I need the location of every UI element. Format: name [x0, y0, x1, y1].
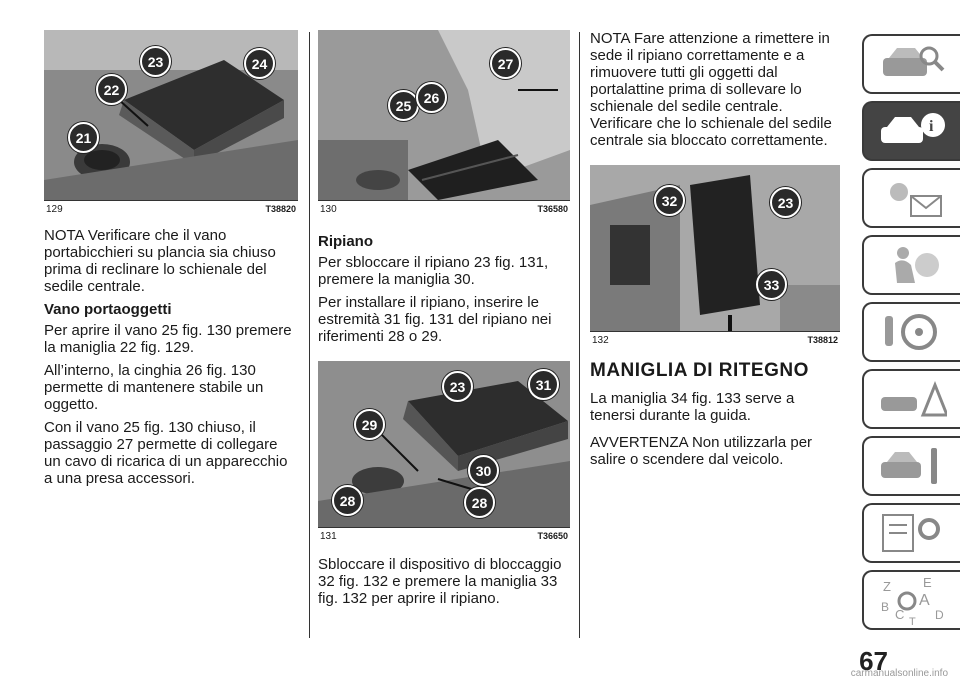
index-letter: E: [923, 575, 932, 590]
figure-130: [318, 30, 570, 215]
callout-23: 23: [770, 187, 801, 218]
callout-21: 21: [68, 122, 99, 153]
car-service-icon: [877, 444, 947, 488]
watermark: carmanualsonline.info: [850, 668, 948, 679]
section-heading-ripiano: Ripiano: [318, 233, 373, 250]
car-info-icon: [877, 109, 947, 153]
column-2: [318, 30, 570, 613]
callout-22: 22: [96, 74, 127, 105]
index-letter: D: [935, 608, 944, 622]
chapter-tab-warning-lights[interactable]: [862, 168, 960, 228]
folded-seat-illustration: [318, 30, 570, 200]
warning-lights-icon: [877, 176, 947, 220]
figure-132-photo: [590, 165, 840, 331]
body-paragraph: La maniglia 34 fig. 133 serve a tenersi durante la guida.: [590, 390, 795, 424]
callout-24: 24: [244, 48, 275, 79]
callout-30: 30: [468, 455, 499, 486]
figure-code: T38820: [265, 204, 296, 214]
body-paragraph: Per installare il ripiano, inserire le estremità 31 fig. 131 del ripiano nei riferimenti 28 o 29.: [318, 294, 552, 345]
figure-132: [590, 165, 840, 346]
figure-131-photo: [318, 361, 570, 527]
steering-wheel-key-icon: [877, 310, 947, 354]
chapter-tab-index[interactable]: [862, 570, 960, 630]
note-paragraph: NOTA Verificare che il vano portabicchieri su plancia sia chiuso prima di reclinare lo schienale del sedile centrale.: [44, 227, 276, 295]
body-paragraph: Con il vano 25 fig. 130 chiuso, il passaggio 27 permette di collegare un cavo di ricarica di un apparecchio a una presa accessori.: [44, 419, 288, 487]
car-search-icon: [877, 42, 947, 86]
airbag-icon: [877, 243, 947, 287]
figure-number: 130: [320, 204, 337, 215]
index-letter: T: [909, 616, 916, 625]
figure-number: 131: [320, 531, 337, 542]
figure-132-caption: [590, 331, 840, 346]
callout-27: 27: [490, 48, 521, 79]
column-1: [44, 30, 298, 493]
body-paragraph: All’interno, la cinghia 26 fig. 130 permette di mantenere stabile un oggetto.: [44, 362, 264, 413]
callout-25: 25: [388, 90, 419, 121]
figure-number: 129: [46, 204, 63, 215]
chapter-sidebar: [854, 34, 960, 637]
figure-code: T36580: [537, 204, 568, 214]
section-heading-vano-portaoggetti: Vano portaoggetti: [44, 301, 172, 318]
dashboard-shelf-illustration: [590, 165, 840, 331]
index-letter: Z: [883, 579, 891, 594]
figure-number: 132: [592, 335, 609, 346]
figure-129-caption: [44, 200, 298, 215]
body-paragraph: Per aprire il vano 25 fig. 130 premere la maniglia 22 fig. 129.: [44, 322, 292, 356]
index-letter: C: [895, 607, 905, 622]
figure-code: T36650: [537, 531, 568, 541]
index-letter: B: [881, 600, 890, 614]
index-icon: [877, 575, 947, 625]
warning-paragraph: AVVERTENZA Non utilizzarla per salire o scendere dal veicolo.: [590, 434, 813, 468]
callout-32: 32: [654, 185, 685, 216]
figure-code: T38812: [807, 335, 838, 345]
chapter-tab-safety[interactable]: [862, 235, 960, 295]
chapter-tab-starting-driving[interactable]: [862, 302, 960, 362]
note-paragraph: NOTA Fare attenzione a rimettere in sede il ripiano correttamente e a rimuovere tutti gli oggetti dal portalattine prima di sollevare lo schienale del sedile centrale. Verificare che lo schienale del sedile centrale sia bloccato correttamente.: [590, 30, 832, 149]
car-breakdown-icon: [877, 377, 947, 421]
chapter-tab-vehicle-info[interactable]: [862, 101, 960, 161]
figure-130-photo: [318, 30, 570, 200]
callout-33: 33: [756, 269, 787, 300]
callout-28: 28: [464, 487, 495, 518]
figure-130-caption: [318, 200, 570, 215]
callout-28: 28: [332, 485, 363, 516]
callout-23: 23: [442, 371, 473, 402]
svg-text:i: i: [929, 118, 934, 135]
column-divider: [309, 32, 310, 638]
page-number: 67: [859, 646, 888, 676]
section-heading-maniglia: MANIGLIA DI RITEGNO: [590, 360, 809, 381]
chapter-tab-knowing-vehicle[interactable]: [862, 34, 960, 94]
callout-23: 23: [140, 46, 171, 77]
figure-131: [318, 361, 570, 542]
index-letter: A: [919, 592, 930, 609]
chapter-tab-maintenance[interactable]: [862, 436, 960, 496]
column-3: [590, 30, 840, 474]
body-paragraph: Per sbloccare il ripiano 23 fig. 131, premere la maniglia 30.: [318, 254, 549, 288]
chapter-tab-technical-data[interactable]: [862, 503, 960, 563]
callout-26: 26: [416, 82, 447, 113]
column-divider: [579, 32, 580, 638]
body-paragraph: Sbloccare il dispositivo di bloccaggio 32 fig. 132 e premere la maniglia 33 fig. 132 per aprire il ripiano.: [318, 556, 562, 607]
figure-129: [44, 30, 298, 215]
figure-131-caption: [318, 527, 570, 542]
callout-29: 29: [354, 409, 385, 440]
figure-129-photo: [44, 30, 298, 200]
chapter-tab-emergency[interactable]: [862, 369, 960, 429]
callout-31: 31: [528, 369, 559, 400]
specifications-icon: [877, 511, 947, 555]
